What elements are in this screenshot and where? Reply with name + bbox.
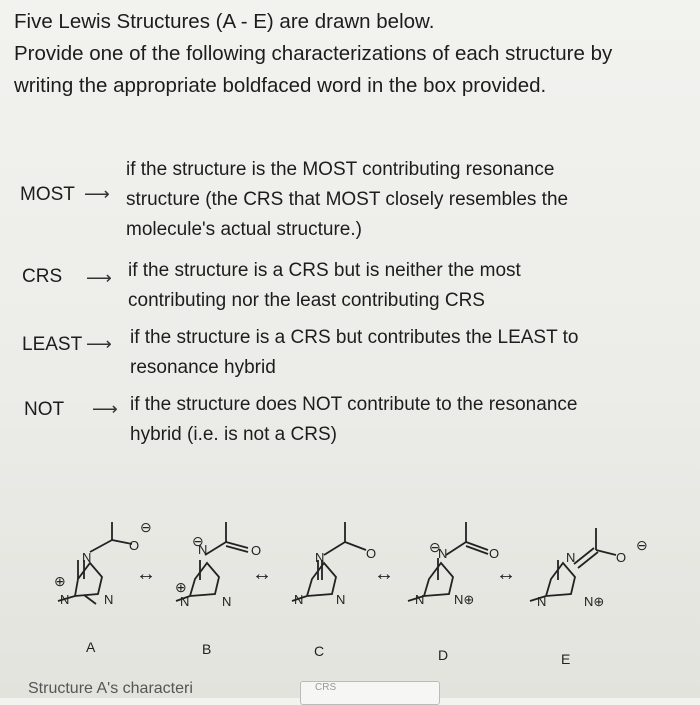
negative-charge-icon: ⊖	[140, 519, 152, 535]
term-crs: CRS	[22, 266, 63, 287]
structure-b	[176, 522, 248, 601]
atom-n-c3: N	[336, 592, 346, 607]
atom-n-c2: N	[294, 592, 304, 607]
structure-label-b: B	[202, 641, 212, 657]
structure-c	[292, 522, 366, 601]
definition-most-line-2: structure (the CRS that MOST closely resembles the	[126, 189, 569, 210]
atom-n-a3: N	[104, 592, 114, 607]
instruction-line-2: Provide one of the following characterizations of each structure by	[14, 42, 613, 65]
arrow-most: ⟶	[84, 184, 110, 204]
atom-n-a2: N	[60, 592, 70, 607]
negative-charge-icon: ⊖	[192, 533, 204, 549]
definition-least-line-2: resonance hybrid	[130, 357, 276, 378]
negative-charge-icon: ⊖	[636, 537, 648, 553]
atom-n-a1: N	[82, 550, 92, 565]
atom-n-b2: N	[180, 594, 190, 609]
term-least: LEAST	[22, 334, 83, 355]
answer-input[interactable]	[300, 681, 440, 705]
resonance-arrow-icon: ↔	[496, 563, 516, 585]
definition-most	[126, 155, 568, 245]
definition-least	[130, 323, 578, 383]
atom-o-a: O	[129, 538, 140, 553]
atom-n-e1: N	[566, 550, 576, 565]
atom-n-d1: N	[438, 546, 448, 561]
atom-n-c1: N	[315, 550, 325, 565]
atom-o-c: O	[366, 546, 377, 561]
structure-a-question: Structure A's characteri	[28, 680, 193, 697]
arrow-crs: ⟶	[86, 268, 112, 288]
atom-o-b: O	[251, 543, 262, 558]
arrow-least: ⟶	[86, 334, 112, 354]
positive-charge-icon: ⊕	[175, 579, 187, 595]
answer-input-hint: CRS	[315, 682, 337, 693]
structure-label-d: D	[438, 647, 449, 663]
structure-label-a: A	[86, 639, 96, 655]
definition-most-line-3: molecule's actual structure.)	[126, 219, 362, 240]
instruction-line-3: writing the appropriate boldfaced word in the box provided.	[14, 74, 547, 97]
definition-least-line-1: if the structure is a CRS but contributes the LEAST to	[130, 327, 579, 348]
instruction-line-1: Five Lewis Structures (A - E) are drawn below.	[14, 10, 435, 33]
resonance-arrow-icon: ↔	[252, 563, 272, 585]
instructions	[14, 6, 684, 102]
atom-n-e3: N⊕	[584, 594, 605, 609]
atom-n-b1: N	[198, 542, 208, 557]
atom-o-e: O	[616, 550, 627, 565]
arrow-not: ⟶	[92, 399, 118, 419]
resonance-arrow-icon: ↔	[136, 563, 156, 585]
atom-n-d2: N	[415, 592, 425, 607]
definition-most-line-1: if the structure is the MOST contributing resonance	[126, 159, 555, 180]
resonance-arrow-icon: ↔	[374, 563, 394, 585]
positive-charge-icon: ⊕	[54, 573, 66, 589]
definition-crs-line-1: if the structure is a CRS but is neither the most	[128, 260, 521, 281]
lewis-structures	[0, 500, 700, 675]
atom-n-b3: N	[222, 594, 232, 609]
definition-not	[130, 390, 577, 450]
definition-not-line-1: if the structure does NOT contribute to the resonance	[130, 394, 578, 415]
definition-crs-line-2: contributing nor the least contributing CRS	[128, 290, 485, 311]
negative-charge-icon: ⊖	[429, 539, 441, 555]
definition-crs	[128, 256, 521, 316]
term-most: MOST	[20, 184, 75, 205]
atom-n-d3: N⊕	[454, 592, 475, 607]
atom-n-e2: N	[537, 594, 547, 609]
structure-d	[408, 522, 488, 601]
term-not: NOT	[24, 399, 65, 420]
atom-o-d: O	[489, 546, 500, 561]
definition-not-line-2: hybrid (i.e. is not a CRS)	[130, 424, 337, 445]
structure-label-e: E	[561, 651, 571, 667]
structure-label-c: C	[314, 643, 325, 659]
